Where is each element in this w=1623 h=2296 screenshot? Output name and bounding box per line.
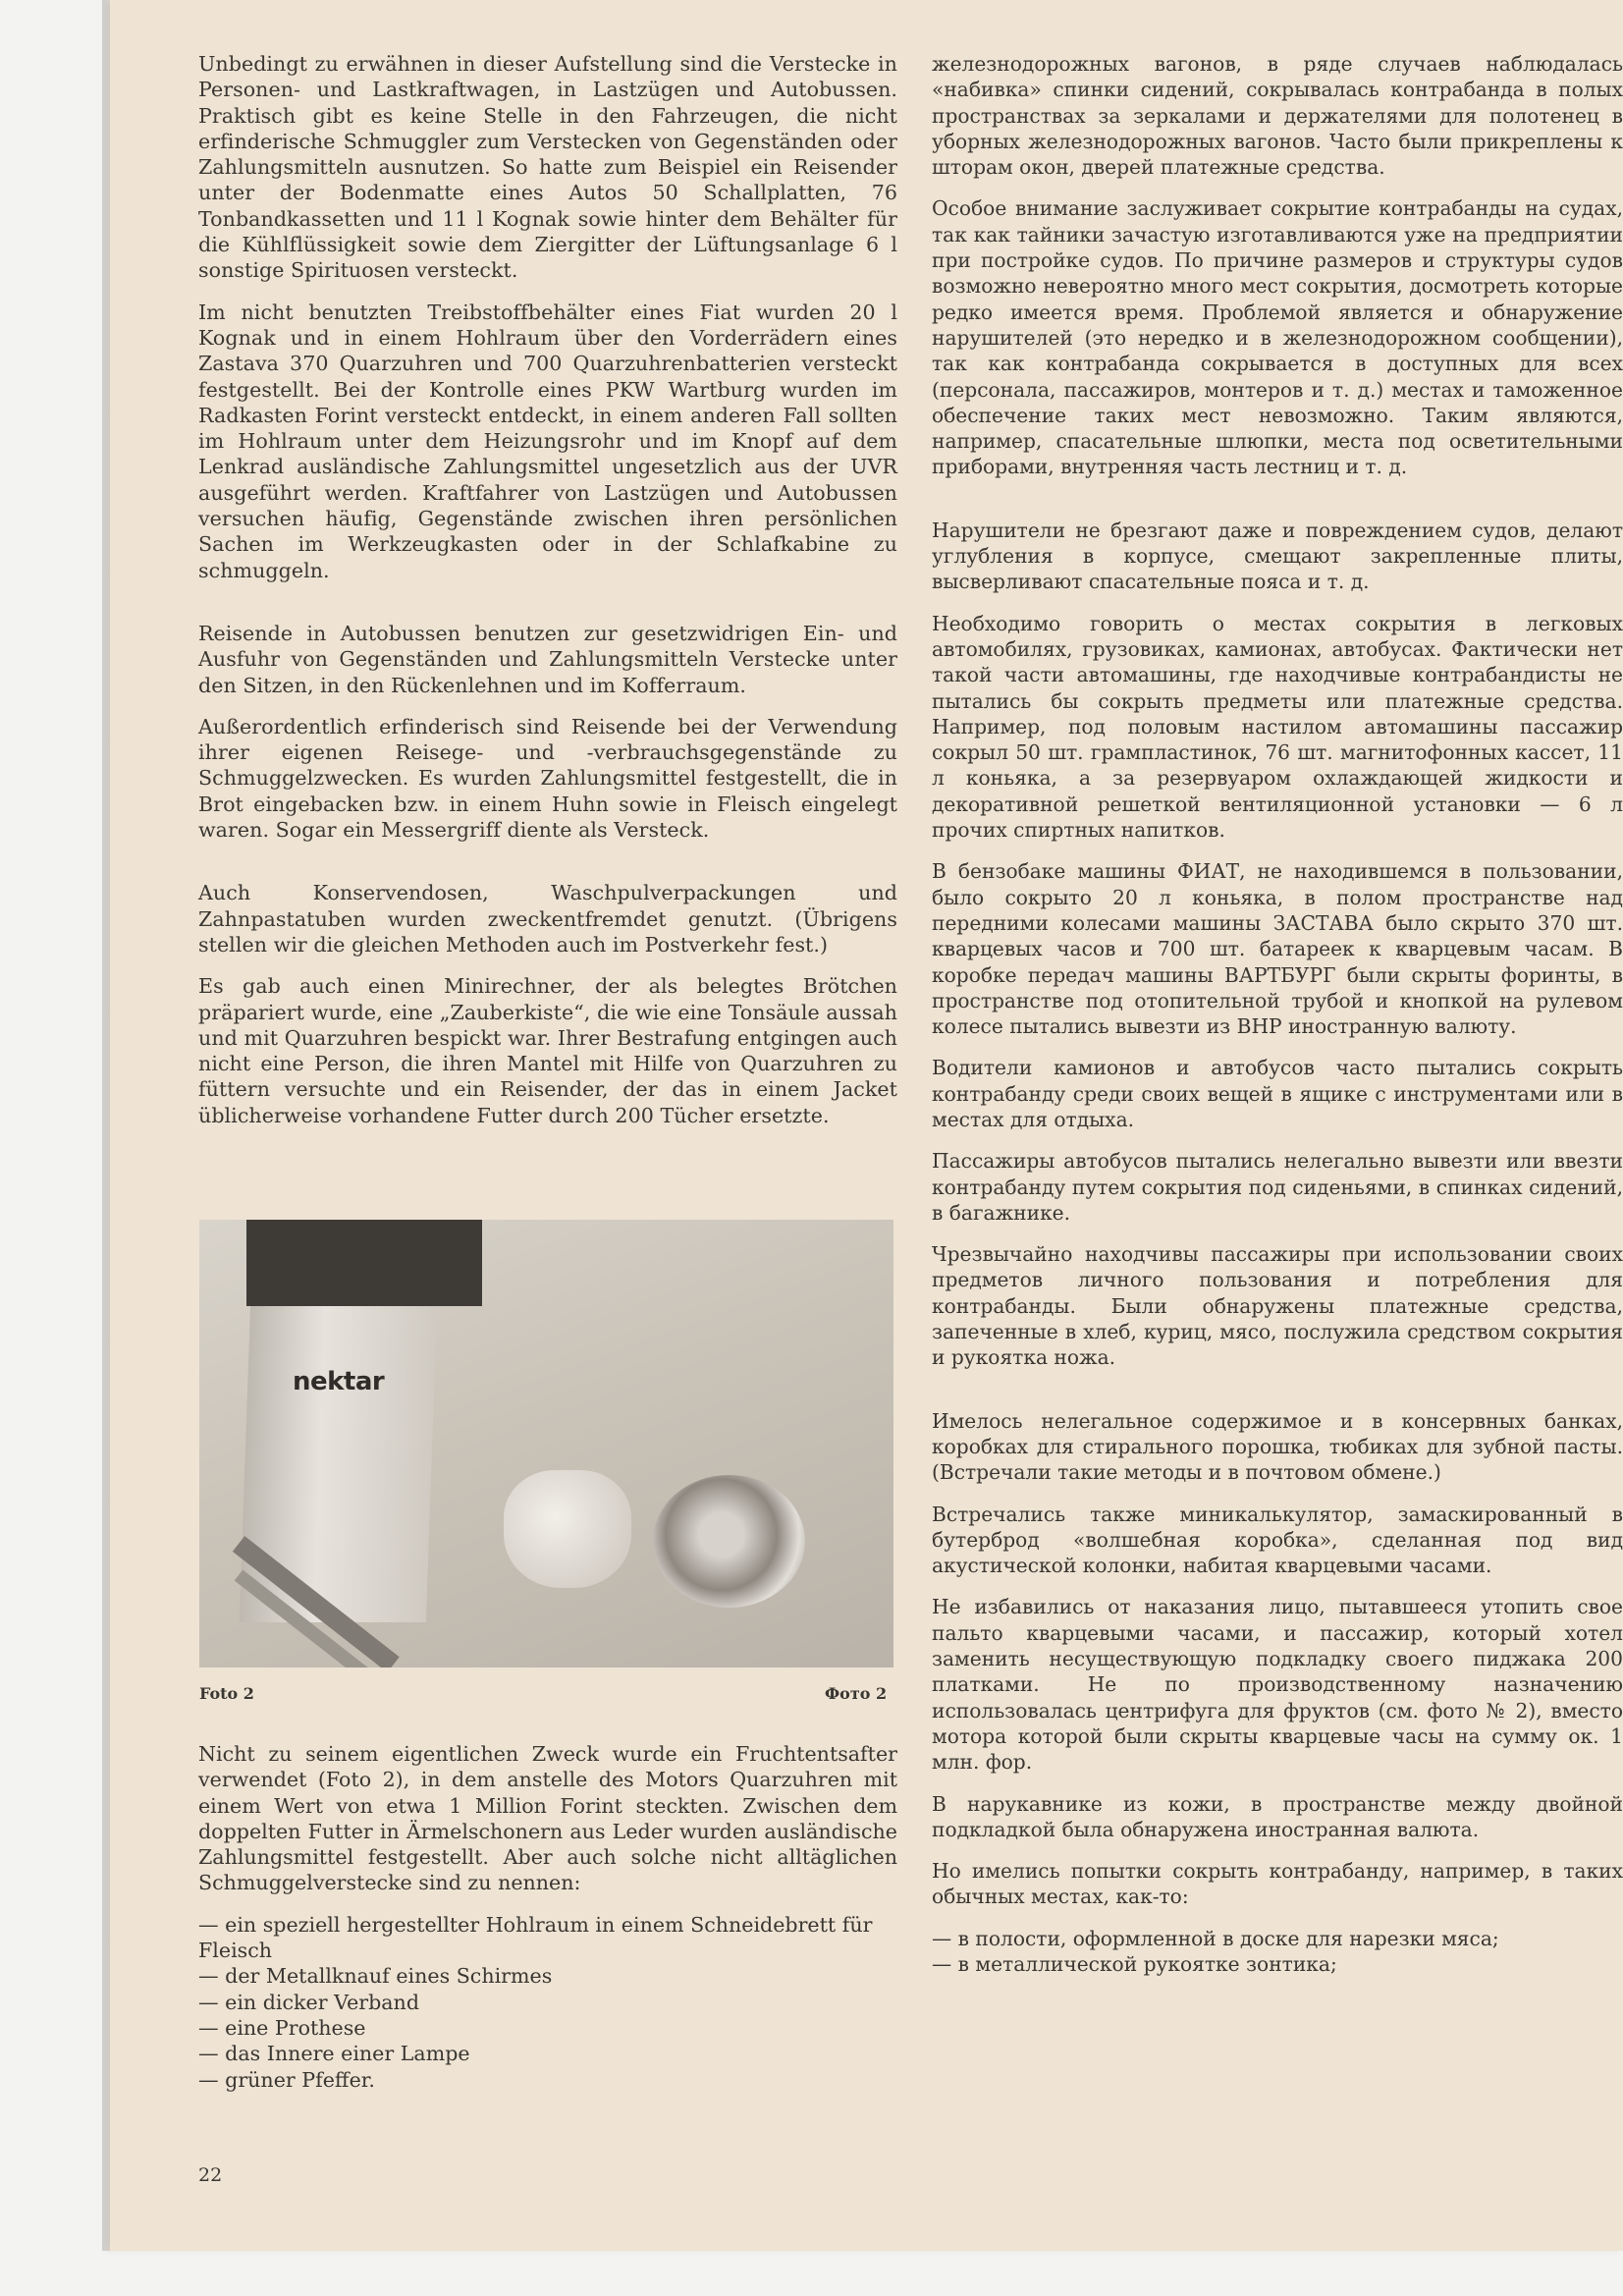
list-item: — в полости, оформленной в доске для нарезки мяса; <box>932 1926 1499 1950</box>
list-item: — ein speziell hergestellter Hohlraum in einem Schneidebrett für Fleisch <box>198 1912 873 1963</box>
russian-paragraph-4: Необходимо говорить о местах сокрытия в легковых автомобилях, грузовиках, камионах, автобусах. Фактически нет такой части автомашины, где находчивые контрабандисты не пытались бы сокрыть предметы или платежные средства. Например, под половым настилом автомашины пассажир сокрыл 50 шт. грампластинок, 76 шт. магнитофонных кассет, 11 л коньяка, а за резервуаром охлаждающей жидкости и декоративной решеткой вентиляционной установки — 6 л прочих спиртных напитков. <box>932 611 1623 843</box>
russian-paragraph-5: В бензобаке машины ФИАТ, не находившемся в пользовании, было сокрыто 20 л коньяка, в полом пространстве над передними колесами машины ЗАСТАВА было скрыто 370 шт. кварцевых часов и 700 шт. батареек к кварцевым часам. В коробке передач машины ВАРТБУРГ были скрыты форинты, в пространстве под отопительной трубой и кнопкой на рулевом колесе пытались вывезти из ВНР иностранную валюту. <box>932 859 1623 1039</box>
german-paragraph-4: Außerordentlich erfinderisch sind Reisende bei der Verwendung ihrer eigenen Reisege- und -verbrauchsgegenstände zu Schmuggelzwecken. Es wurden Zahlungsmittel festgestellt, die in Brot eingebacken bzw. in einem Huhn sowie in Fleisch eingelegt waren. Sogar ein Messergriff diente als Versteck. <box>198 714 897 843</box>
german-list <box>198 1912 897 2093</box>
list-item: — grüner Pfeffer. <box>198 2067 375 2092</box>
paragraph-gap <box>198 858 897 880</box>
paragraph-gap <box>932 496 1623 518</box>
juicer-bowl <box>653 1475 805 1608</box>
paragraph-gap <box>198 599 897 621</box>
russian-paragraph-8: Чрезвычайно находчивы пассажиры при использовании своих предметов личного пользования и потребления для контрабанды. Были обнаружены платежные средства, запеченные в хлеб, куриц, мясо, послужила средством сокрытия и рукоятка ножа. <box>932 1242 1623 1370</box>
russian-paragraph-12: В нарукавнике из кожи, в пространстве между двойной подкладкой была обнаружена иностранная валюта. <box>932 1791 1623 1841</box>
german-lower-paragraph: Nicht zu seinem eigentlichen Zweck wurde ein Fruchtentsafter verwendet (Foto 2), in dem anstelle des Motors Quarzuhren mit einem Wert von etwa 1 Million Forint steckten. Zwischen dem doppelten Futter in Ärmelschonern aus Leder wurden ausländische Zahlungsmittel festgestellt. Aber auch solche nicht alltäglichen Schmuggelverstecke sind zu nennen: <box>198 1742 897 1895</box>
german-lower-column <box>198 1741 897 2093</box>
russian-paragraph-11: Не избавились от наказания лицо, пытавшееся утопить свое пальто кварцевыми часами, и пассажир, который хотел заменить несуществующую подкладку своего пиджака 200 платками. Не по производственному назначению использовалась центрифуга для фруктов (см. фото № 2), вместо мотора которой были скрыты кварцевые часы на сумму ок. 1 млн. фор. <box>932 1595 1623 1775</box>
photo-caption-ru: Фото 2 <box>825 1684 888 1703</box>
german-paragraph-1: Unbedingt zu erwähnen in dieser Aufstellung sind die Verstecke in Personen- und Lastkraftwagen, in Lastzügen und Autobussen. Praktisch gibt es keine Stelle in den Fahrzeugen, die nicht erfinderische Schmuggler zum Verstecken von Gegenständen oder Zahlungsmitteln ausnutzen. So hatte zum Beispiel ein Reisender unter der Bodenmatte eines Autos 50 Schallplatten, 76 Tonbandkassetten und 11 l Kognak sowie hinter dem Behälter für die Kühlflüssigkeit sowie dem Ziergitter der Lüftungsanlage 6 l sonstige Spirituosen versteckt. <box>198 52 897 283</box>
russian-paragraph-9: Имелось нелегальное содержимое и в консервных банках, коробках для стирального порошка, тюбиках для зубной пасты. (Встречали такие методы и в почтовом обмене.) <box>932 1408 1623 1485</box>
juicer-box-top <box>246 1220 482 1306</box>
russian-list <box>932 1926 1623 1978</box>
russian-paragraph-6: Водители камионов и автобусов часто пытались сокрыть контрабанду среди своих вещей в ящике с инструментами или в местах для отдыха. <box>932 1056 1623 1131</box>
list-item: — das Innere einer Lampe <box>198 2042 470 2066</box>
russian-paragraph-7: Пассажиры автобусов пытались нелегально вывезти или ввезти контрабанду путем сокрытия под сиденьями, в спинках сидений, в багажнике. <box>932 1149 1623 1225</box>
list-item: — der Metallknauf eines Schirmes <box>198 1964 553 1989</box>
juicer-jar <box>504 1470 631 1588</box>
paragraph-gap <box>932 1387 1623 1408</box>
russian-paragraph-1: железнодорожных вагонов, в ряде случаев наблюдалась «набивка» спинки сидений, сокрывалась контрабанда в полых пространствах за зеркалами и держателями для полотенец в уборных железнодорожных вагонов. Часто были прикреплены к шторам окон, дверей платежные средства. <box>932 52 1623 180</box>
russian-paragraph-13: Но имелись попытки сокрыть контрабанду, например, в таких обычных местах, как-то: <box>932 1859 1623 1909</box>
page-number: 22 <box>198 2164 223 2186</box>
russian-column <box>932 51 1623 1977</box>
russian-paragraph-10: Встречались также миникалькулятор, замаскированный в бутерброд «волшебная коробка», сделанная под вид акустической колонки, набитая кварцевыми часами. <box>932 1502 1623 1578</box>
photo-brand-label: nektar <box>293 1367 385 1396</box>
german-paragraph-6: Es gab auch einen Minirechner, der als belegtes Brötchen präpariert wurde, eine „Zauberkiste“, die wie eine Tonsäule aussah und mit Quarzuhren bespickt war. Ihrer Bestrafung entgingen auch nicht eine Person, die ihren Mantel mit Hilfe von Quarzuhren zu füttern versuchte und ein Reisender, der das in einem Jacket üblicherweise vorhandene Futter durch 200 Tücher ersetzte. <box>198 974 897 1127</box>
german-paragraph-5: Auch Konservendosen, Waschpulverpackungen und Zahnpastatuben wurden zweckentfremdet genutzt. (Übrigens stellen wir die gleichen Methoden auch im Postverkehr fest.) <box>198 881 897 957</box>
list-item: — eine Prothese <box>198 2015 366 2040</box>
list-item: — в металлической рукоятке зонтика; <box>932 1952 1337 1976</box>
german-paragraph-3: Reisende in Autobussen benutzen zur gesetzwidrigen Ein- und Ausfuhr von Gegenständen und Zahlungsmitteln Verstecke unter den Sitzen, in den Rückenlehnen und im Kofferraum. <box>198 621 897 697</box>
photo-juicer <box>199 1220 893 1667</box>
russian-paragraph-3: Нарушители не брезгают даже и повреждением судов, делают углубления в корпусе, смещают закрепленные плиты, высверливают спасательные пояса и т. д. <box>932 518 1623 594</box>
photo-caption-de: Foto 2 <box>199 1684 254 1703</box>
german-column <box>198 51 897 1144</box>
russian-paragraph-2: Особое внимание заслуживает сокрытие контрабанды на судах, так как тайники зачастую изготавливаются уже на предприятии при постройке судов. По причине размеров и структуры судов возможно невероятно много мест сокрытия, досмотреть которые редко имеется время. Проблемой является и обнаружение нарушителей (это нередко и в железнодорожном сообщении), так как контрабанда сокрывается в доступных для всех (персонала, пассажиров, монтеров и т. д.) местах и таможенное обеспечение таких мест невозможно. Таким являются, например, спасательные шлюпки, места под осветительными приборами, внутренняя часть лестниц и т. д. <box>932 196 1623 479</box>
german-paragraph-2: Im nicht benutzten Treibstoffbehälter eines Fiat wurden 20 l Kognak und in einem Hohlraum über den Vorderrädern eines Zastava 370 Quarzuhren und 700 Quarzuhrenbatterien versteckt festgestellt. Bei der Kontrolle eines PKW Wartburg wurden im Radkasten Forint versteckt entdeckt, in einem anderen Fall sollten im Hohlraum unter dem Heizungsrohr und im Knopf auf dem Lenkrad ausländische Zahlungsmittel ungesetzlich aus der UVR ausgeführt werden. Kraftfahrer von Lastzügen und Autobussen versuchen häufig, Gegenstände zwischen ihren persönlichen Sachen im Werkzeugkasten oder in der Schlafkabine zu schmuggeln. <box>198 300 897 582</box>
list-item: — ein dicker Verband <box>198 1990 420 2014</box>
